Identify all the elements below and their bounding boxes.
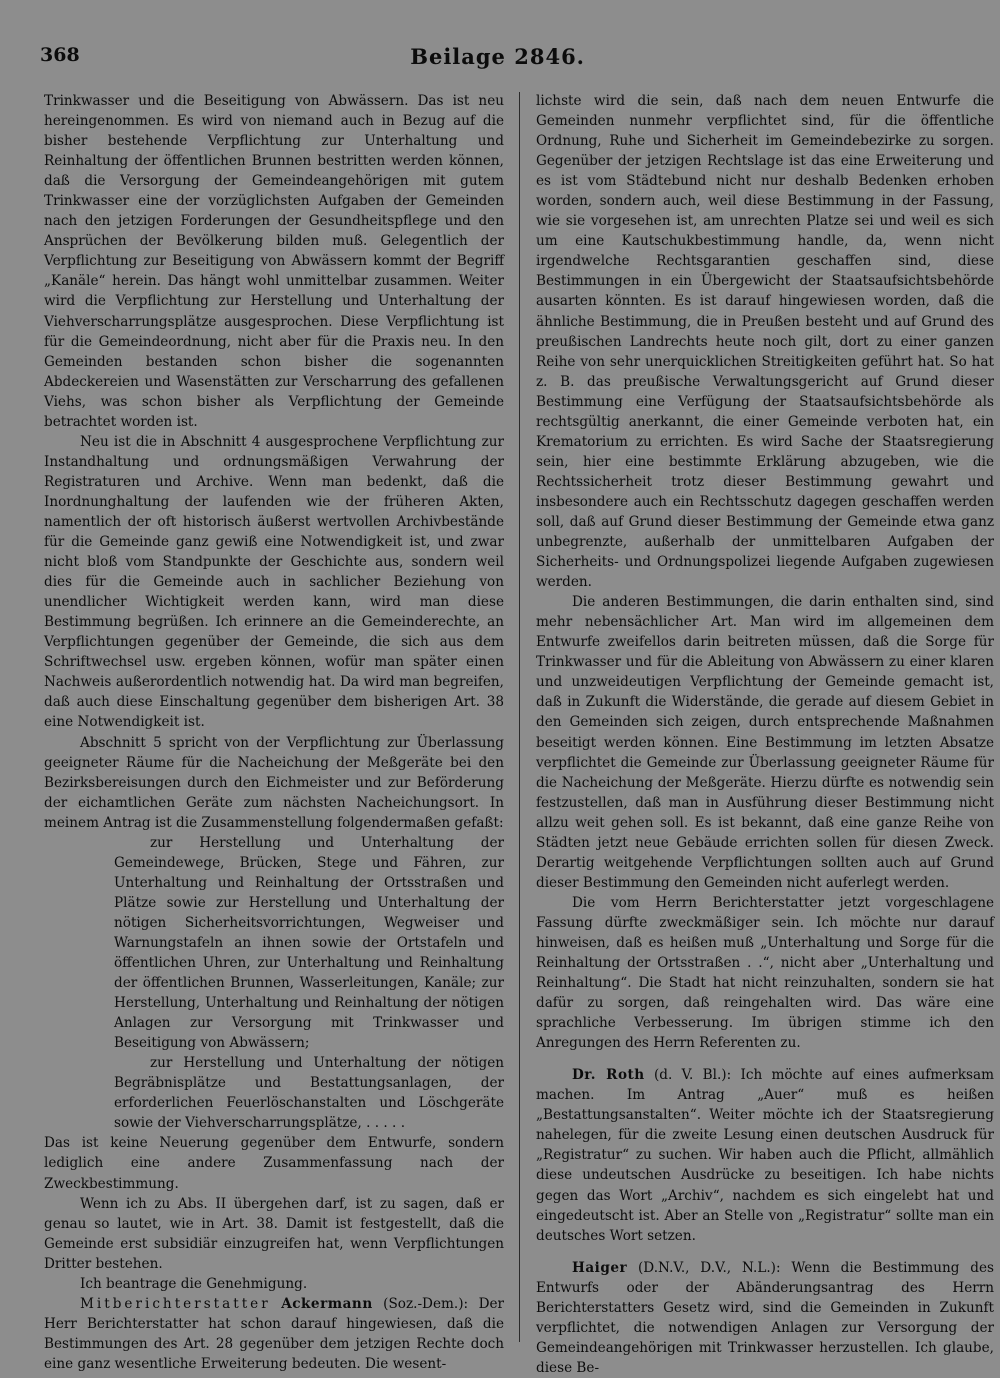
speech-paragraph bbox=[536, 1065, 994, 1245]
paragraph: Das ist keine Neuerung gegenüber dem Entwurfe, sondern lediglich eine andere Zusammenfassung nach der Zweckbestimmung. bbox=[44, 1135, 504, 1192]
quoted-amendment: zur Herstellung und Unterhaltung der nötigen Begräbnisplätze und Bestattungsanlagen, der erforderlichen Feuerlöschanstalten und Löschgeräte sowie der Viehverscharrungsplätze, . . . . . bbox=[114, 1055, 504, 1132]
page-number: 368 bbox=[40, 44, 80, 66]
speaker-name: Dr. Roth bbox=[572, 1067, 645, 1084]
speech-paragraph bbox=[44, 1294, 504, 1374]
paragraph: Ich beantrage die Genehmigung. bbox=[80, 1275, 308, 1292]
speaker-party: (d. V. Bl.): bbox=[653, 1067, 732, 1084]
speaker-role: Mitberichterstatter bbox=[80, 1295, 271, 1312]
quoted-amendment: zur Herstellung und Unterhaltung der Gemeindewege, Brücken, Stege und Fähren, zur Unterhaltung und Reinhaltung der Ortsstraßen und Plätze sowie zur Herstellung und Unterhaltung der nötigen Sicherheitsvorrichtungen, Wegweiser und Warnungstafeln an ihnen sowie der Ortstafeln und öffentlichen Uhren, zur Unterhaltung und Reinhaltung der öffentlichen Brunnen, Wasserleitungen, Kanäle; zur Herstellung, Unterhaltung und Reinhaltung der nötigen Anlagen zur Versorgung mit Trinkwasser und Beseitigung von Abwässern; bbox=[114, 834, 504, 1052]
paragraph: Die vom Herrn Berichterstatter jetzt vorgeschlagene Fassung dürfte zweckmäßiger sein. Ich möchte nur darauf hinweisen, daß es heißen muß „Unterhaltung und Sorge für die Reinhaltung der Ortsstraßen . .“, nicht aber „Unterhaltung und Reinhaltung“. Die Stadt hat nicht reinzuhalten, sondern sie hat dafür zu sorgen, daß reingehalten wird. Das wäre eine sprachliche Verbesserung. Im übrigen stimme ich den Anregungen des Herrn Referenten zu. bbox=[536, 894, 994, 1052]
speaker-name: Haiger bbox=[572, 1259, 628, 1276]
speech-text: Der Herr Berichterstatter hat schon darauf hingewiesen, daß die Bestimmungen des Art. 28 gegenüber dem jetzigen Rechte doch eine ganz wesentliche Erweiterung bedeuten. Die wesent- bbox=[44, 1295, 505, 1372]
column-divider bbox=[519, 92, 520, 1342]
right-column bbox=[536, 91, 994, 1378]
section-gap bbox=[536, 1246, 994, 1258]
speech-paragraph bbox=[536, 1258, 994, 1378]
section-gap bbox=[536, 1053, 994, 1065]
paragraph: Trinkwasser und die Beseitigung von Abwässern. Das ist neu hereingenommen. Es wird von niemand auch in Bezug auf die bisher bestehende Verpflichtung zur Unterhaltung und Reinhaltung der öffentlichen Brunnen bestritten werden können, daß die Versorgung der Gemeindeangehörigen mit gutem Trinkwasser eine der vorzüglichsten Aufgaben der Gemeinden nach den jetzigen Forderungen der Gesundheitspflege und den Ansprüchen der Bevölkerung bilden muß. Gelegentlich der Verpflichtung zur Beseitigung von Abwässern kommt der Begriff „Kanäle“ herein. Das hängt wohl unmittelbar zusammen. Weiter wird die Verpflichtung zur Herstellung und Unterhaltung der Viehverscharrungsplätze ausgesprochen. Diese Verpflichtung ist für die Gemeindeordnung, nicht aber für die Praxis neu. In den Gemeinden bestanden schon bisher die sogenannten Abdeckereien und Wasenstätten zur Verscharrung des gefallenen Viehs, was schon bisher als Verpflichtung der Gemeinde betrachtet worden ist. bbox=[44, 93, 504, 430]
paragraph: Die anderen Bestimmungen, die darin enthalten sind, sind mehr nebensächlicher Art. Man wird im allgemeinen dem Entwurfe zweifellos darin beitreten müssen, daß die Sorge für Trinkwasser und für die Ableitung von Abwässern zu einer klaren und unzweideutigen Verpflichtung der Gemeinde gemacht ist, daß in Zukunft die Widerstände, die gerade auf diesem Gebiet in den Gemeinden sich zeigen, durch entsprechende Maßnahmen beseitigt werden können. Eine Bestimmung im letzten Absatze verpflichtet die Gemeinde zur Überlassung geeigneter Räume für die Nacheichung der Meßgeräte. Hierzu dürfte es notwendig sein festzustellen, daß man in Ausführung dieser Bestimmung nicht allzu weit gehen soll. Es ist bekannt, daß eine ganze Reihe von Städten jetzt neue Gebäude errichten sollen für diesen Zweck. Derartig weitgehende Verpflichtungen sollten auch auf Grund dieser Bestimmung den Gemeinden nicht auferlegt werden. bbox=[536, 594, 994, 891]
speaker-party: (D.N.V., D.V., N.L.): bbox=[638, 1259, 781, 1276]
paragraph: Neu ist die in Abschnitt 4 ausgesprochene Verpflichtung zur Instandhaltung und ordnungsmäßigen Verwahrung der Registraturen und Archive. Wenn man bedenkt, daß die Inordnunghaltung der laufenden wie der früheren Akten, namentlich der oft historisch äußerst wertvollen Archivbestände für die Gemeinde ganz gewiß eine Notwendigkeit ist, und zwar nicht bloß vom Standpunkte der Geschichte aus, sondern weil dies für die Gemeinde auch in sachlicher Beziehung von unendlicher Wichtigkeit werden kann, wird man diese Bestimmung begrüßen. Ich erinnere an die Gemeinderechte, an Verpflichtungen gegenüber der Gemeinde, die sich aus dem Schriftwechsel usw. ergeben können, wofür man später einen Nachweis außerordentlich notwendig hat. Da wird man begreifen, daß auch diese Einschaltung gegenüber dem bisherigen Art. 38 eine Notwendigkeit ist. bbox=[44, 433, 504, 731]
running-title: Beilage 2846. bbox=[410, 44, 585, 69]
speaker-name: Ackermann bbox=[281, 1295, 373, 1312]
speech-text: Wenn die Bestimmung des Entwurfs oder der Abänderungsantrag des Herrn Berichterstatters Gesetz wird, sind die Gemeinden in Zukunft verpflichtet, die notwendigen Anlagen zur Versorgung der Gemeindeangehörigen mit Trinkwasser herzustellen. Ich glaube, diese Be- bbox=[536, 1259, 995, 1376]
speaker-party: (Soz.-Dem.): bbox=[383, 1295, 469, 1312]
left-column bbox=[44, 91, 504, 1374]
paragraph: lichste wird die sein, daß nach dem neuen Entwurfe die Gemeinden nunmehr verpflichtet sind, für die öffentliche Ordnung, Ruhe und Sicherheit im Gemeindebezirke zu sorgen. Gegenüber der jetzigen Rechtslage ist das eine Erweiterung und es ist vom Städtebund nicht nur deshalb Bedenken erhoben worden, sondern auch, weil diese Bestimmung in der Fassung, wie sie vorgesehen ist, am unrechten Platze sei und weil es sich um eine Kautschukbestimmung handle, da, wenn nicht irgendwelche Rechtsgarantien geschaffen sind, diese Bestimmungen in ein Übergewicht der Staatsaufsichtsbehörde ausarten könnten. Es ist darauf hingewiesen worden, daß die ähnliche Bestimmung, die in Preußen besteht und auf Grund des preußischen Landrechts heute noch gilt, dort zu einer ganzen Reihe von sehr unerquicklichen Streitigkeiten geführt hat. So hat z. B. das preußische Verwaltungsgericht auf Grund dieser Bestimmung eine Verfügung der Staatsaufsichtsbehörde als rechtsgültig anerkannt, die einer Gemeinde verboten hat, ein Krematorium zu errichten. Es wird Sache der Staatsregierung sein, hier eine bestimmte Erklärung abzugeben, wie die Rechtssicherheit trotz dieser Bestimmung gewahrt und insbesondere auch ein Rechtsschutz dagegen geschaffen werden soll, daß auf Grund dieser Bestimmung der Gemeinde etwa ganz unbegrenzte, außerhalb der unmittelbaren Aufgaben der Sicherheits- und Ordnungspolizei liegende Aufgaben zugewiesen werden. bbox=[536, 93, 994, 591]
speech-text: Ich möchte auf eines aufmerksam machen. Im Antrag „Auer“ muß es heißen „Bestattungsanstalten“. Weiter möchte ich der Staatsregierung nahelegen, für die zweite Lesung einen deutschen Ausdruck für „Registratur“ zu suchen. Wir haben auch die Pflicht, allmählich diese undeutschen Ausdrücke zu beseitigen. Ich habe nichts gegen das Wort „Archiv“, nachdem es sich eingelebt hat und eingedeutscht ist. Aber an Stelle von „Registratur“ sollte man ein deutsches Wort setzen. bbox=[536, 1067, 994, 1244]
paragraph: Abschnitt 5 spricht von der Verpflichtung zur Überlassung geeigneter Räume für die Nacheichung der Meßgeräte bei den Bezirksbereisungen durch den Eichmeister und zur Beförderung der eichamtlichen Geräte zum nächsten Nacheichungsort. In meinem Antrag ist die Zusammenstellung folgendermaßen gefaßt: bbox=[44, 734, 504, 831]
page-header bbox=[40, 44, 585, 74]
paragraph: Wenn ich zu Abs. II übergehen darf, ist zu sagen, daß er genau so lautet, wie in Art. 38. Damit ist festgestellt, daß die Gemeinde erst subsidiär einzugreifen hat, wenn Verpflichtungen Dritter bestehen. bbox=[44, 1195, 504, 1272]
